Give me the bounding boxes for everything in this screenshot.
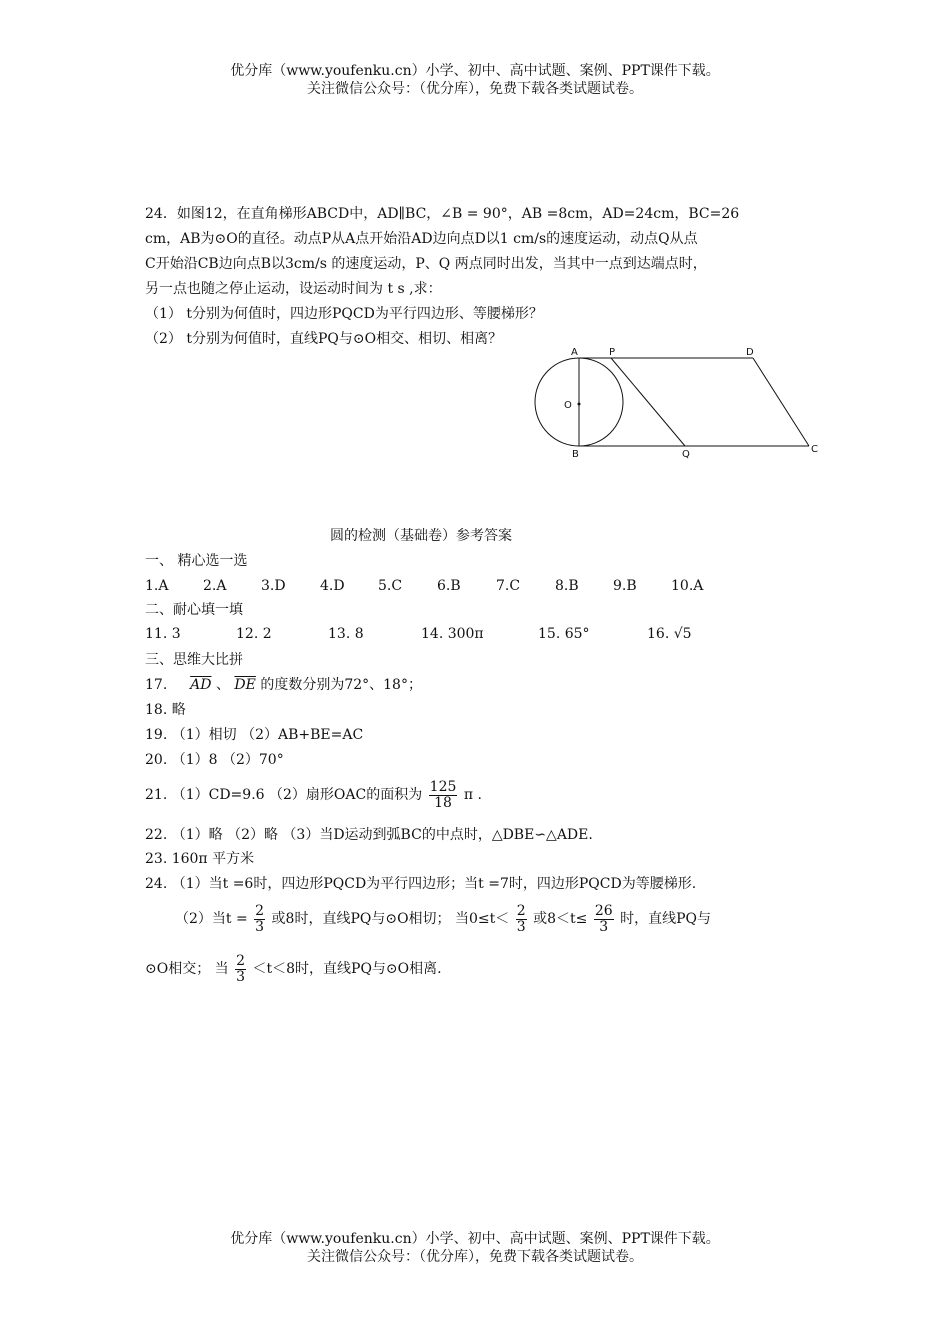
arc-de: $\overline{DE}$ [234,677,256,693]
answer-17-prefix: 17. [145,677,168,693]
page-header-line2: 关注微信公众号：（优分库），免费下载各类试题试卷。 [307,81,643,97]
page-footer-line2: 关注微信公众号：（优分库），免费下载各类试题试卷。 [307,1249,643,1265]
label-c: C [811,444,818,455]
fraction-numerator: 2 [236,952,246,969]
mc-answer: 6.B [437,578,461,594]
page-footer-line1: 优分库（www.youfenku.cn）小学、初中、高中试题、案例、PPT课件下载。 [230,1231,720,1247]
mc-answer: 3.D [261,578,286,594]
fraction-numerator: 2 [255,902,265,919]
fraction-numerator: 26 [594,902,613,919]
answers-title: 圆的检测（基础卷）参考答案 [330,528,512,544]
answer-23: 23. 160π 平方米 [145,851,255,867]
fraction-denominator: 3 [516,918,526,935]
arc-ad: $\overline{AD}$ [190,677,212,693]
answer-24-part-2 [175,899,711,939]
label-q: Q [682,449,690,460]
mc-answer: 10.A [671,578,704,594]
answer-24-text: 或8时，直线PQ与⊙O相切； 当0≤t＜ [271,911,510,927]
fill-answer: 14. 300π [421,626,484,642]
fraction-numerator: 2 [516,902,526,919]
answer-24-text: ＜t＜8时，直线PQ与⊙O相离. [252,961,442,977]
mc-answer: 2.A [203,578,227,594]
answer-24-text: ⊙O相交； 当 [145,961,229,977]
answer-24-text: 或8＜t≤ [533,911,588,927]
segment-pq [611,358,685,446]
fraction-26-3 [594,904,614,935]
mc-answer: 8.B [555,578,579,594]
answer-18: 18. 略 [145,702,186,718]
label-a: A [571,347,578,358]
answer-21-text: 21. （1）CD=9.6 （2）扇形OAC的面积为 [145,787,423,803]
fill-answer: 11. 3 [145,626,181,642]
figure-12-trapezoid [525,342,825,462]
fraction-2-3 [516,904,527,935]
center-dot [578,403,581,406]
segment-dc [753,358,809,446]
answer-17-separator: 、 [215,677,230,693]
fraction-denominator: 3 [599,918,609,935]
answer-17-text: 的度数分别为72°、18°； [260,677,422,693]
answer-17 [145,675,422,695]
answer-20: 20. （1）8 （2）70° [145,752,284,768]
label-o: O [564,400,572,411]
mc-answer: 5.C [378,578,403,594]
fraction-2-3 [254,904,265,935]
section-2-heading: 二、耐心填一填 [145,602,243,618]
mc-answer: 9.B [613,578,637,594]
problem-24-question-1: （1） t分别为何值时，四边形PQCD为平行四边形、等腰梯形？ [145,306,543,322]
fill-answer: 16. √5 [647,626,692,642]
problem-24-question-2: （2） t分别为何值时，直线PQ与⊙O相交、相切、相离？ [145,331,503,347]
label-d: D [746,347,754,358]
section-3-heading: 三、思维大比拼 [145,652,243,668]
answer-21 [145,775,482,815]
problem-24-line4: 另一点也随之停止运动，设运动时间为 t s ,求： [145,281,442,297]
answer-24-text: （2）当t = [175,911,248,927]
problem-24-line3: C开始沿CB边向点B以3cm/s 的速度运动，P、Q 两点同时出发，当其中一点到达端点时， [145,256,707,272]
fill-answer: 12. 2 [236,626,272,642]
fraction-2-3 [235,954,246,985]
problem-24-line2: cm，AB为⊙O的直径。动点P从A点开始沿AD边向点D以1 cm/s的速度运动，动点Q从点 [145,231,698,247]
answer-19: 19. （1）相切 （2）AB+BE=AC [145,727,364,743]
answer-24-part-2-continued [145,949,442,989]
answer-22: 22. （1）略 （2）略 （3）当D运动到弧BC的中点时，△DBE∽△ADE. [145,827,593,843]
label-b: B [572,449,579,460]
label-p: P [609,347,616,358]
mc-answer: 7.C [496,578,521,594]
answer-24-part-1: 24. （1）当t =6时，四边形PQCD为平行四边形；当t =7时，四边形PQCD为等腰梯形. [145,876,697,892]
problem-24-line1: 24．如图12，在直角梯形ABCD中，AD∥BC，∠B = 90°，AB =8cm，AD=24cm，BC=26 [145,206,740,222]
mc-answer: 1.A [145,578,169,594]
fraction-numerator: 125 [429,778,457,795]
answer-24-text: 时，直线PQ与 [620,911,712,927]
mc-answer: 4.D [320,578,345,594]
fraction-125-18 [429,780,458,811]
page-header-line1: 优分库（www.youfenku.cn）小学、初中、高中试题、案例、PPT课件下载。 [230,63,720,79]
fill-answer: 15. 65° [538,626,590,642]
fill-answer: 13. 8 [328,626,364,642]
fraction-denominator: 3 [255,918,265,935]
answer-21-tail: π . [463,787,482,803]
fraction-denominator: 3 [236,968,246,985]
section-1-heading: 一、 精心选一选 [145,553,248,569]
fraction-denominator: 18 [434,794,452,811]
